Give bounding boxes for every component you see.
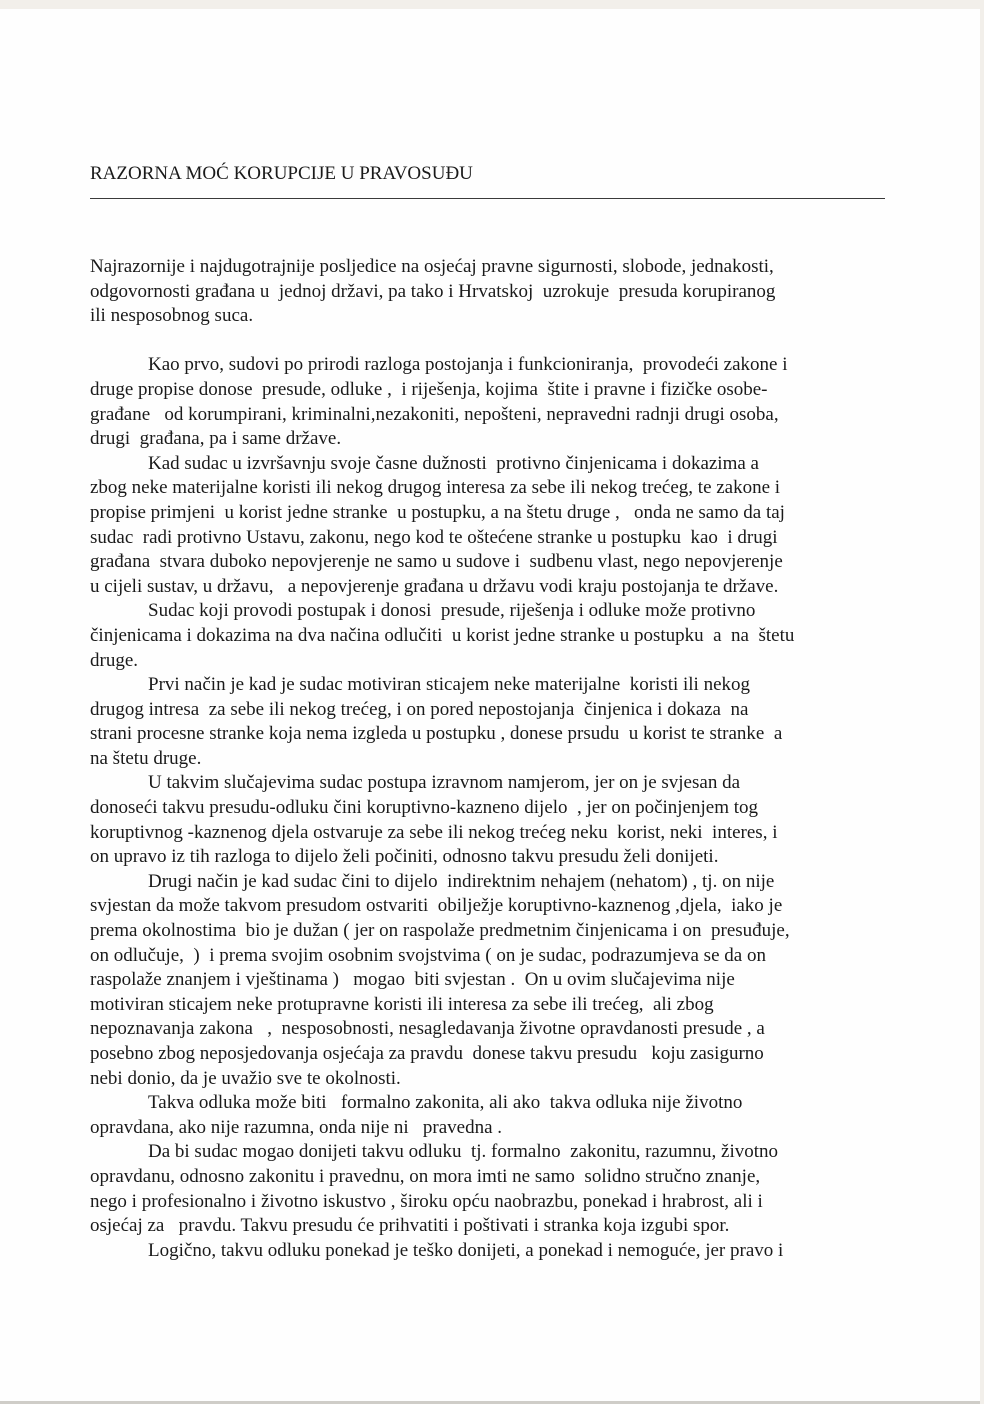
text-line: nebi donio, da je uvažio sve te okolnosti. — [90, 1067, 401, 1089]
text-line: druge propise donose presude, odluke , i riješenja, kojima štite i pravne i fizičke osobe- — [90, 378, 768, 400]
text-line: U takvim slučajevima sudac postupa izravnom namjerom, jer on je svjesan da — [148, 772, 740, 794]
text-line: građane od korumpirani, kriminalni,nezakoniti, nepošteni, nepravedni radnji drugi osoba, — [90, 403, 779, 425]
text-line: on odlučuje, ) i prema svojim osobnim svojstvima ( on je sudac, podrazumjeva se da on — [90, 944, 766, 966]
text-line: Prvi način je kad je sudac motiviran sticajem neke materijalne koristi ili nekog — [148, 674, 751, 696]
paragraph-6 — [90, 870, 890, 1091]
text-line: građana stvara duboko nepovjerenje ne samo u sudove i sudbenu vlast, nego nepovjerenje — [90, 551, 783, 573]
text-line: motiviran sticajem neke protupravne koristi ili interesa za sebe ili trećeg, ali zbog — [90, 993, 714, 1015]
text-line: u cijeli sustav, u državu, a nepovjerenje građana u državu vodi kraju postojanja te države. — [90, 575, 779, 597]
text-line: Kad sudac u izvršavnju svoje časne dužnosti protivno činjenicama i dokazima a — [148, 452, 759, 474]
text-line: donoseći takvu presudu-odluku čini koruptivno-kazneno dijelo , jer on počinjenjem tog — [90, 797, 759, 819]
text-line: ili nesposobnog suca. — [90, 305, 254, 327]
text-line: zbog neke materijalne koristi ili nekog drugog interesa za sebe ili nekog trećeg, te zakone i — [90, 477, 781, 499]
document-page — [0, 9, 980, 1404]
text-line: drugog intresa za sebe ili nekog trećeg, i on pored nepostojanja činjenica i dokaza na — [90, 698, 749, 720]
text-line: osjećaj za pravdu. Takvu presudu će prihvatiti i poštivati i stranka koja izgubi spor. — [90, 1215, 730, 1237]
text-line: propise primjeni u korist jedne stranke u postupku, a na štetu druge , onda ne samo da taj — [90, 501, 785, 523]
text-line: Sudac koji provodi postupak i donosi presude, riješenja i odluke može protivno — [148, 600, 756, 622]
document-title: RAZORNA MOĆ KORUPCIJE U PRAVOSUĐU — [90, 163, 473, 184]
title-underline — [90, 198, 885, 199]
paragraph-8 — [90, 1140, 890, 1238]
document-content — [90, 160, 890, 1263]
text-line: raspolaže znanjem i vještinama ) mogao biti svjestan . On u ovim slučajevima nije — [90, 969, 735, 991]
paragraph-5 — [90, 771, 890, 869]
text-line: nego i profesionalno i životno iskustvo , široku opću naobrazbu, ponekad i hrabrost, ali i — [90, 1190, 763, 1212]
text-line: sudac radi protivno Ustavu, zakonu, nego kod te oštećene stranke u postupku kao i drugi — [90, 526, 778, 548]
lead-paragraph — [90, 255, 890, 329]
text-line: svjestan da može takvom presudom ostvariti obilježje koruptivno-kaznenog ,djela, iako je — [90, 895, 783, 917]
text-line: Drugi način je kad sudac čini to dijelo indirektnim nehajem (nehatom) , tj. on nije — [148, 870, 775, 892]
paragraph-7 — [90, 1091, 890, 1140]
text-line: on upravo iz tih razloga to dijelo želi počiniti, odnosno takvu presudu želi donijeti. — [90, 846, 719, 868]
text-line: činjenicama i dokazima na dva načina odlučiti u korist jedne stranke u postupku a na štetu — [90, 624, 795, 646]
text-line: Najrazornije i najdugotrajnije posljedice na osjećaj pravne sigurnosti, slobode, jednakosti, — [90, 256, 774, 277]
paragraph-4 — [90, 673, 890, 771]
text-line: prema okolnostima bio je dužan ( jer on raspolaže predmetnim činjenicama i on presuđuje, — [90, 920, 790, 942]
text-line: posebno zbog neposjedovanja osjećaja za pravdu donese takvu presudu koju zasigurno — [90, 1043, 764, 1064]
text-line: odgovornosti građana u jednoj državi, pa tako i Hrvatskoj uzrokuje presuda korupiranog — [90, 280, 776, 302]
paragraph-9 — [90, 1239, 890, 1264]
paragraph-gap — [90, 329, 890, 354]
text-line: Da bi sudac mogao donijeti takvu odluku tj. formalno zakonitu, razumnu, životno — [148, 1141, 779, 1163]
text-line: na štetu druge. — [90, 747, 202, 769]
paragraph-3 — [90, 599, 890, 673]
text-line: opravdanu, odnosno zakonitu i pravednu, on mora imti ne samo solidno stručno znanje, — [90, 1165, 761, 1187]
text-line: Takva odluka može biti formalno zakonita, ali ako takva odluka nije životno — [148, 1092, 743, 1114]
text-line: Logično, takvu odluku ponekad je teško donijeti, a ponekad i nemoguće, jer pravo i — [148, 1239, 784, 1261]
paragraph-2 — [90, 452, 890, 600]
text-line: opravdana, ako nije razumna, onda nije ni pravedna . — [90, 1116, 503, 1138]
text-line: drugi građana, pa i same države. — [90, 428, 342, 450]
text-line: nepoznavanja zakona , nesposobnosti, nesagledavanja životne opravdanosti presude , a — [90, 1018, 765, 1040]
text-line: Kao prvo, sudovi po prirodi razloga postojanja i funkcioniranja, provodeći zakone i — [148, 354, 788, 376]
text-line: druge. — [90, 649, 139, 671]
paragraph-1 — [90, 353, 890, 451]
text-line: strani procesne stranke koja nema izgleda u postupku , donese prsudu u korist te stranke a — [90, 723, 783, 745]
text-line: koruptivnog -kaznenog djela ostvaruje za sebe ili nekog trećeg neku korist, neki interes, i — [90, 821, 778, 843]
